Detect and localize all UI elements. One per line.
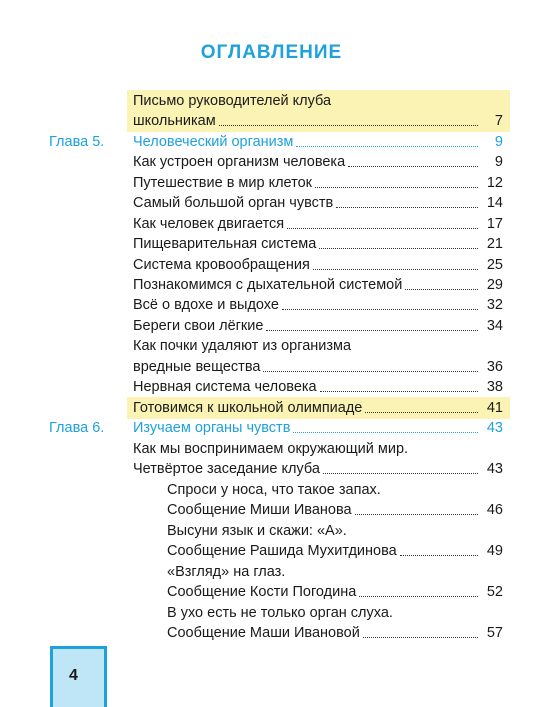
toc-entry-title: Изучаем органы чувств [133,420,291,436]
toc-entry-title: Как почки удаляют из организма [133,338,352,354]
toc-entry[interactable] [133,234,503,254]
toc-entry-title: Береги свои лёгкие [133,318,264,334]
toc-entry[interactable] [133,316,503,336]
dot-leader [363,637,478,638]
toc-chapter-title[interactable] [133,132,503,152]
toc-entry[interactable] [133,295,503,315]
toc-subentry[interactable] [167,541,503,561]
toc-entry[interactable] [133,398,503,418]
dot-leader [405,289,478,290]
dot-leader [313,269,478,270]
toc-entry-title: Путешествие в мир клеток [133,175,313,191]
toc-entry-page: 12 [486,175,503,191]
toc-entry-title: Готовимся к школьной олимпиаде [133,400,363,416]
toc-entry-page: 36 [486,359,503,375]
toc-entry-title: Человеческий организм [133,134,294,150]
toc-entry-title: Как человек двигается [133,216,285,232]
page-number: 4 [69,667,78,684]
toc-entry[interactable] [133,439,408,459]
dot-leader [315,187,478,188]
toc-entry-title: Нервная система человека [133,379,317,395]
dot-leader [323,473,478,474]
dot-leader [282,309,478,310]
toc-entry-page: 9 [494,134,503,150]
toc-entry[interactable] [133,377,503,397]
toc-entry-title: Самый большой орган чувств [133,195,334,211]
toc-subentry[interactable] [167,582,503,602]
dot-leader [320,391,478,392]
toc-entry-title: Сообщение Рашида Мухитдинова [167,543,397,559]
toc-entry-page: 52 [486,584,503,600]
toc-entry[interactable] [133,459,503,479]
toc-entry-page: 49 [486,543,503,559]
toc-entry-title: Как устроен организм человека [133,154,346,170]
dot-leader [219,125,478,126]
toc-entry-title: Как мы воспринимаем окружающий мир. [133,441,409,457]
toc-entry-title: Высуни язык и скажи: «А». [167,523,347,539]
toc-entry-title: Сообщение Миши Иванова [167,502,352,518]
toc-subentry[interactable] [167,521,347,541]
toc-entry[interactable] [133,111,503,131]
toc-chapter-title[interactable] [133,418,503,438]
toc-entry-page: 34 [486,318,503,334]
toc-entry-title: школьникам [133,113,216,129]
page-title: ОГЛАВЛЕНИЕ [200,42,343,63]
chapter-label: Глава 6. [49,420,105,436]
toc-subentry[interactable] [167,480,381,500]
dot-leader [287,228,478,229]
toc-entry[interactable] [133,214,503,234]
toc-entry[interactable] [133,152,503,172]
toc-entry-title: Сообщение Маши Ивановой [167,625,360,641]
toc-entry-page: 38 [486,379,503,395]
toc-entry[interactable] [133,255,503,275]
toc-entry-title: Спроси у носа, что такое запах. [167,482,381,498]
toc-entry-title: «Взгляд» на глаз. [167,564,286,580]
dot-leader [359,596,478,597]
toc-entry-page: 43 [486,461,503,477]
toc-entry-title: Система кровообращения [133,257,310,273]
toc-entry-page: 43 [486,420,503,436]
toc-subentry[interactable] [167,603,393,623]
toc-entry-page: 29 [486,277,503,293]
toc-entry-page: 32 [486,297,503,313]
toc-subentry[interactable] [167,500,503,520]
toc-entry-page: 25 [486,257,503,273]
toc-entry[interactable] [133,357,503,377]
toc-entry-title: вредные вещества [133,359,261,375]
toc-entry[interactable] [133,193,503,213]
toc-entry[interactable] [133,336,351,356]
toc-entry-title: Всё о вдохе и выдохе [133,297,279,313]
toc-entry-page: 41 [486,400,503,416]
dot-leader [365,412,478,413]
toc-entry[interactable] [133,173,503,193]
dot-leader [348,166,478,167]
toc-entry-page: 17 [486,216,503,232]
dot-leader [336,207,478,208]
toc-entry[interactable] [133,91,331,111]
dot-leader [296,146,478,147]
toc-subentry[interactable] [167,562,285,582]
dot-leader [266,330,478,331]
toc-entry-title: Четвёртое заседание клуба [133,461,320,477]
toc-entry-page: 14 [486,195,503,211]
dot-leader [355,514,478,515]
dot-leader [319,248,478,249]
toc-entry-title: Сообщение Кости Погодина [167,584,357,600]
page-number-box [50,646,107,707]
toc-entry-page: 46 [486,502,503,518]
chapter-label: Глава 5. [49,134,105,150]
dot-leader [263,371,478,372]
dot-leader [400,555,478,556]
toc-entry-title: Пищеварительная система [133,236,317,252]
toc-subentry[interactable] [167,623,503,643]
toc-entry-page: 9 [494,154,503,170]
toc-entry-title: Письмо руководителей клуба [133,93,332,109]
toc-entry-page: 7 [494,113,503,129]
dot-leader [293,432,478,433]
toc-entry-title: В ухо есть не только орган слуха. [167,605,393,621]
toc-entry-title: Познакомимся с дыхательной системой [133,277,403,293]
toc-entry-page: 21 [486,236,503,252]
toc-entry-page: 57 [486,625,503,641]
toc-entry[interactable] [133,275,503,295]
